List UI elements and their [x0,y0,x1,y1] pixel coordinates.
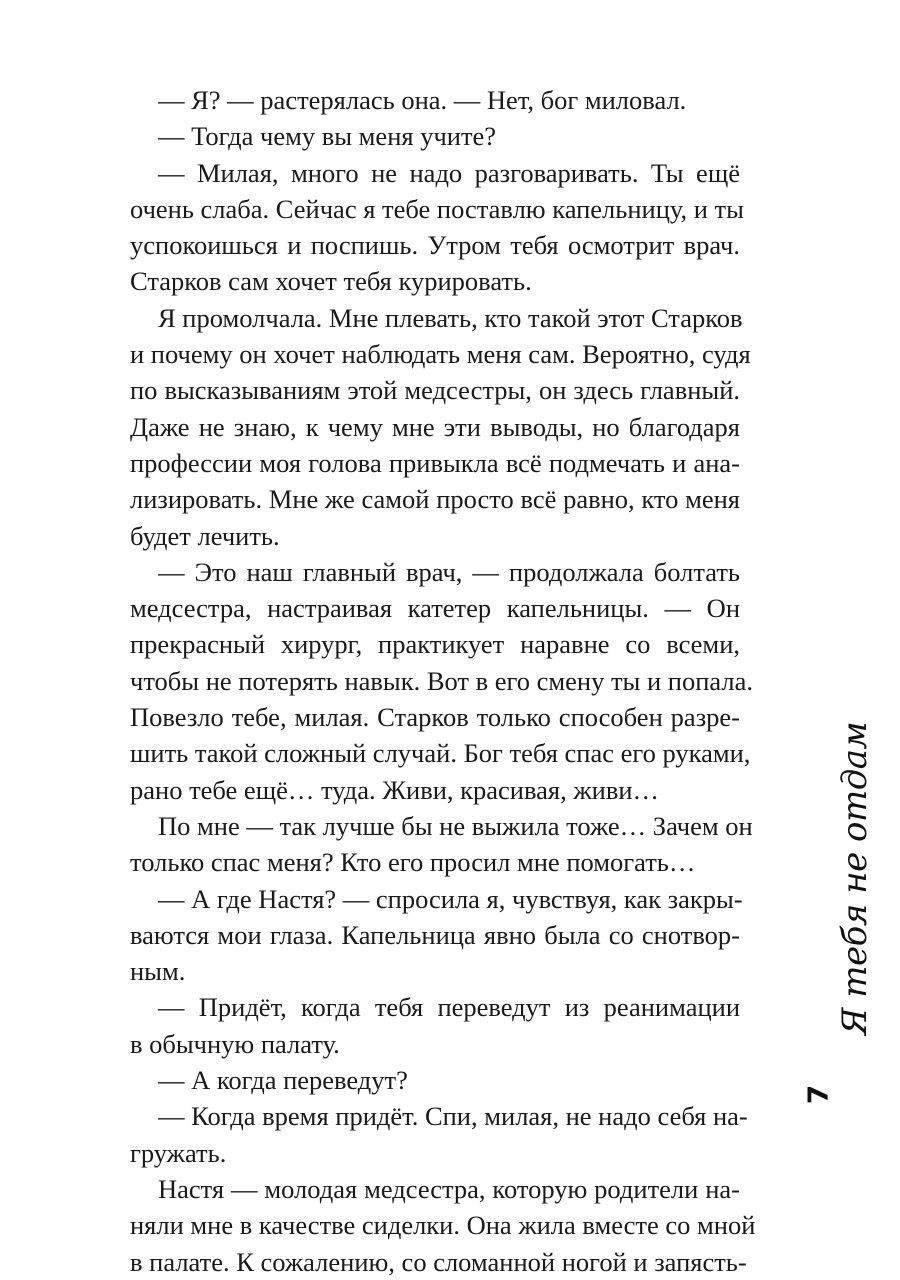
text-line: очень слаба. Сейчас я тебе поставлю капельницу, и ты [130,193,744,224]
text-line: — Когда время придёт. Спи, милая, не надо себя на- [158,1101,748,1132]
text-line: лизировать. Мне же самой просто всё равно, кто меня [130,484,740,515]
text-line: прекрасный хирург, практикует наравне со всеми, [130,629,740,660]
text-line: по высказываниям этой медсестры, он здесь главный. [130,375,740,406]
text-line: — Придёт, когда тебя переведут из реанимации [158,992,740,1023]
text-line: Даже не знаю, к чему мне эти выводы, но благодаря [130,411,740,442]
book-page-text [130,82,756,1280]
text-line: профессии моя голова привыкла всё подмечать и ана- [130,447,740,478]
text-line: — Тогда чему вы меня учите? [158,121,497,152]
text-line: медсестра, настраивая катетер капельницы. — Он [130,593,740,624]
text-line: — Это наш главный врач, — продолжала болтать [158,556,740,587]
text-line: Старков сам хочет тебя курировать. [130,266,532,297]
text-line: Настя — молодая медсестра, которую родители на- [158,1173,740,1204]
text-line: — А когда переведут? [158,1065,408,1096]
text-line: По мне — так лучше бы не выжила тоже… Зачем он [158,810,753,841]
text-line: будет лечить. [130,520,280,551]
text-line: и почему он хочет наблюдать меня сам. Вероятно, судя [130,339,751,370]
text-line: только спас меня? Кто его просил мне помогать… [130,847,696,878]
text-line: Повезло тебе, милая. Старков только способен разре- [130,702,740,733]
text-line: — А где Настя? — спросила я, чувствуя, как закры- [158,883,743,914]
text-line: — Я? — растерялась она. — Нет, бог миловал. [158,85,687,115]
text-line: гружать. [130,1137,227,1168]
text-line: няли мне в качестве сиделки. Она жила вместе со мной [130,1210,756,1241]
running-head-book-title: Я тебя не отдам [835,721,875,1035]
text-line: чтобы не потерять навык. Вот в его смену ты и попала. [130,665,753,696]
text-line: в палате. К сожалению, со сломанной ногой и запясть- [130,1246,747,1277]
text-line: — Милая, много не надо разговаривать. Ты ещё [158,157,740,188]
text-line: ным. [130,956,186,987]
text-line: рано тебе ещё… туда. Живи, красивая, живи… [130,774,660,805]
page-number: 7 [801,1084,835,1105]
text-line: успокоишься и поспишь. Утром тебя осмотрит врач. [130,230,740,261]
text-line: Я промолчала. Мне плевать, кто такой этот Старков [158,302,743,333]
text-line: в обычную палату. [130,1028,340,1059]
text-line: шить такой сложный случай. Бог тебя спас его руками, [130,738,751,769]
text-line: ваются мои глаза. Капельница явно была со снотвор- [130,919,740,950]
